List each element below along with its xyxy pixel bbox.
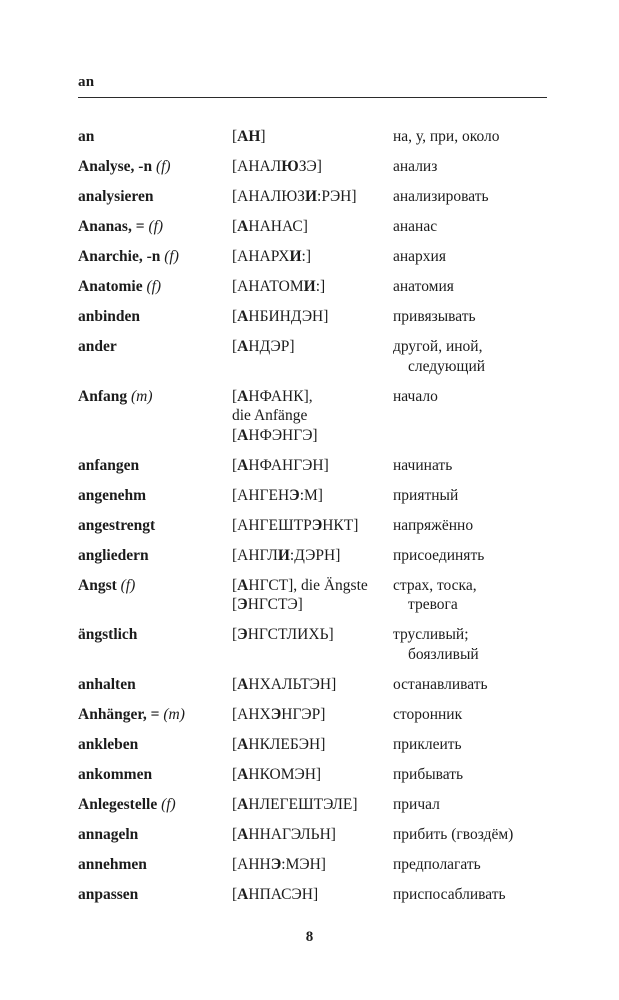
dictionary-entry xyxy=(78,247,547,267)
transcription-line xyxy=(232,825,387,845)
entry-transcription xyxy=(232,795,393,815)
transcription-text: [ xyxy=(232,218,238,235)
transcription-text: [АНГЕН xyxy=(232,486,290,504)
stressed-letter: А xyxy=(237,765,249,783)
entry-translation xyxy=(393,765,547,785)
transcription-line xyxy=(232,576,387,596)
transcription-line xyxy=(232,765,387,785)
transcription-line xyxy=(232,337,387,357)
entry-transcription xyxy=(232,307,393,327)
transcription-text: :] xyxy=(301,248,311,265)
entry-translation xyxy=(393,625,547,664)
entry-translation xyxy=(393,705,547,725)
transcription-text: [ xyxy=(232,675,238,693)
translation-line: напряжённо xyxy=(393,516,474,534)
dictionary-entry xyxy=(78,576,547,615)
stressed-letter: Э xyxy=(270,855,282,873)
entry-word: annageln xyxy=(78,825,139,843)
entry-translation xyxy=(393,516,547,536)
entry-word: angliedern xyxy=(78,546,149,564)
entry-word: ander xyxy=(78,338,117,355)
transcription-line xyxy=(232,625,387,645)
entry-translation xyxy=(393,486,547,506)
translation-line: боязливый xyxy=(408,645,479,663)
entry-transcription xyxy=(232,765,393,785)
entry-transcription xyxy=(232,337,393,376)
dictionary-entry xyxy=(78,187,547,207)
stressed-letter: Ю xyxy=(281,158,299,175)
entry-transcription xyxy=(232,625,393,664)
translation-line: трусливый; xyxy=(393,626,469,643)
transcription-text: ННАГЭЛЬН] xyxy=(248,825,336,843)
stressed-letter: АН xyxy=(237,128,261,145)
entry-translation xyxy=(393,456,547,476)
entry-transcription xyxy=(232,127,393,147)
stressed-letter: И xyxy=(277,546,290,564)
translation-line: начинать xyxy=(393,456,453,474)
page-number: 8 xyxy=(305,929,314,945)
dictionary-entry xyxy=(78,855,547,875)
transcription-text: [АНАТОМ xyxy=(232,278,304,295)
stressed-letter: И xyxy=(303,278,316,295)
transcription-text: НГЭР] xyxy=(281,705,326,723)
entry-word: annehmen xyxy=(78,855,147,873)
transcription-text: НКОМЭН] xyxy=(248,765,322,783)
transcription-text: НКЛЕБЭН] xyxy=(248,735,326,753)
transcription-line xyxy=(232,595,387,615)
transcription-text: [АНАЛЮЗ xyxy=(232,188,305,205)
transcription-text: [ xyxy=(232,626,238,643)
transcription-line xyxy=(232,735,387,755)
transcription-text: [ xyxy=(232,426,238,444)
transcription-text: [ xyxy=(232,765,238,783)
transcription-line xyxy=(232,217,387,237)
entry-gender: (f) xyxy=(116,576,136,594)
transcription-text: [ xyxy=(232,338,238,355)
transcription-text: [ xyxy=(232,576,238,594)
transcription-text: НБИНДЭН] xyxy=(248,308,329,325)
dictionary-entry xyxy=(78,825,547,845)
translation-line: тревога xyxy=(408,596,458,613)
transcription-line xyxy=(232,516,387,536)
transcription-text: НГСТ], die Ängste xyxy=(248,576,368,594)
transcription-text: [ xyxy=(232,825,238,843)
stressed-letter: А xyxy=(237,675,249,693)
transcription-text: НДЭР] xyxy=(248,338,295,355)
transcription-line xyxy=(232,855,387,875)
entry-translation xyxy=(393,576,547,615)
stressed-letter: Э xyxy=(270,705,282,723)
translation-line: приятный xyxy=(393,486,459,504)
translation-line: присоединять xyxy=(393,546,485,564)
stressed-letter: А xyxy=(237,825,249,843)
translation-line: анализ xyxy=(393,158,438,175)
entry-transcription xyxy=(232,247,393,267)
entry-word: anfangen xyxy=(78,456,140,474)
translation-line: прибить (гвоздём) xyxy=(393,825,514,843)
translation-line: предполагать xyxy=(393,855,481,873)
transcription-text: НФАНК], xyxy=(248,387,313,405)
dictionary-entry xyxy=(78,625,547,664)
translation-line: анархия xyxy=(393,248,446,265)
entry-translation xyxy=(393,885,547,905)
dictionary-entry xyxy=(78,885,547,905)
entry-word: Anhänger, = (m) xyxy=(78,705,185,723)
transcription-line xyxy=(232,426,387,446)
dictionary-entry xyxy=(78,516,547,536)
stressed-letter: И xyxy=(304,188,318,205)
entry-translation xyxy=(393,795,547,815)
translation-line: на, у, при, около xyxy=(393,128,500,145)
stressed-letter: Э xyxy=(237,596,248,613)
dictionary-entry xyxy=(78,675,547,695)
dictionary-entry xyxy=(78,486,547,506)
entry-transcription xyxy=(232,705,393,725)
entry-transcription xyxy=(232,675,393,695)
entry-translation xyxy=(393,187,547,207)
translation-line: следующий xyxy=(408,357,486,375)
transcription-text: НКТ] xyxy=(322,516,359,534)
transcription-text: [ xyxy=(232,795,238,813)
stressed-letter: А xyxy=(237,308,249,325)
stressed-letter: А xyxy=(237,426,249,444)
dictionary-entry xyxy=(78,546,547,566)
stressed-letter: А xyxy=(237,338,249,355)
translation-line: привязывать xyxy=(393,308,476,325)
entry-transcription xyxy=(232,187,393,207)
entry-word: ankleben xyxy=(78,735,139,753)
transcription-text: :ДЭРН] xyxy=(289,546,341,564)
stressed-letter: А xyxy=(237,387,249,405)
transcription-text: ЗЭ] xyxy=(298,158,322,175)
dictionary-entry xyxy=(78,217,547,237)
entry-transcription xyxy=(232,885,393,905)
transcription-line xyxy=(232,546,387,566)
translation-line: ананас xyxy=(393,218,438,235)
dictionary-entry xyxy=(78,705,547,725)
transcription-line xyxy=(232,247,387,267)
entry-transcription xyxy=(232,277,393,297)
dictionary-entry xyxy=(78,127,547,147)
entry-word: Anfang (m) xyxy=(78,387,153,405)
transcription-text: :РЭН] xyxy=(317,188,357,205)
entry-translation xyxy=(393,157,547,177)
translation-line: приклеить xyxy=(393,735,462,753)
transcription-text: :МЭН] xyxy=(281,855,326,873)
entry-word: anhalten xyxy=(78,675,136,693)
translation-line: останавливать xyxy=(393,675,488,693)
entry-word: ängstlich xyxy=(78,626,138,643)
transcription-line xyxy=(232,157,387,177)
stressed-letter: А xyxy=(237,576,249,594)
transcription-text: НФЭНГЭ] xyxy=(248,426,318,444)
entry-translation xyxy=(393,825,547,845)
entry-gender: (f) xyxy=(144,218,164,235)
entry-word: anbinden xyxy=(78,308,141,325)
transcription-text: [ xyxy=(232,885,238,903)
transcription-line xyxy=(232,277,387,297)
entry-translation xyxy=(393,127,547,147)
dictionary-entry xyxy=(78,765,547,785)
transcription-text: НФАНГЭН] xyxy=(248,456,329,474)
transcription-line xyxy=(232,307,387,327)
stressed-letter: А xyxy=(237,456,249,474)
stressed-letter: А xyxy=(237,218,249,235)
entry-gender: (f) xyxy=(152,158,171,175)
stressed-letter: И xyxy=(289,248,302,265)
entry-translation xyxy=(393,337,547,376)
entries-list xyxy=(78,127,547,904)
dictionary-entry xyxy=(78,157,547,177)
translation-line: причал xyxy=(393,795,440,813)
stressed-letter: Э xyxy=(289,486,300,504)
entry-word: ankommen xyxy=(78,765,153,783)
entry-translation xyxy=(393,675,547,695)
entry-transcription xyxy=(232,516,393,536)
transcription-text: [АНАЛ xyxy=(232,158,282,175)
transcription-line xyxy=(232,795,387,815)
transcription-text: :] xyxy=(315,278,326,295)
transcription-text: НАНАС] xyxy=(248,218,308,235)
transcription-line xyxy=(232,705,387,725)
transcription-line xyxy=(232,486,387,506)
entry-translation xyxy=(393,387,547,446)
entry-transcription xyxy=(232,546,393,566)
entry-transcription xyxy=(232,157,393,177)
translation-line: страх, тоска, xyxy=(393,576,477,594)
entry-word: angestrengt xyxy=(78,516,156,534)
entry-transcription xyxy=(232,217,393,237)
translation-line: анализировать xyxy=(393,188,489,205)
dictionary-entry xyxy=(78,277,547,297)
entry-gender: (m) xyxy=(159,705,185,723)
translation-line: прибывать xyxy=(393,765,464,783)
transcription-line xyxy=(232,456,387,476)
transcription-text: НЛЕГЕШТЭЛЕ] xyxy=(248,795,358,813)
dictionary-entry xyxy=(78,387,547,446)
entry-word: Ananas, = (f) xyxy=(78,218,164,235)
transcription-text: [АНХ xyxy=(232,705,271,723)
transcription-text: [ xyxy=(232,387,238,405)
entry-word: Anarchie, -n (f) xyxy=(78,248,179,265)
entry-gender: (f) xyxy=(160,248,179,265)
dictionary-entry xyxy=(78,307,547,327)
header-rule xyxy=(78,97,547,98)
dictionary-entry xyxy=(78,337,547,376)
entry-translation xyxy=(393,217,547,237)
transcription-text: ] xyxy=(260,128,266,145)
transcription-line xyxy=(232,187,387,207)
entry-word: Angst (f) xyxy=(78,576,136,594)
dictionary-entry xyxy=(78,735,547,755)
transcription-text: НГСТЛИХЬ] xyxy=(247,626,334,643)
transcription-text: [ xyxy=(232,456,238,474)
running-head: an xyxy=(78,74,95,90)
transcription-text: [ xyxy=(232,735,238,753)
entry-word: Analyse, -n (f) xyxy=(78,158,171,175)
transcription-text: [АНН xyxy=(232,855,271,873)
transcription-text: НГСТЭ] xyxy=(247,596,303,613)
entry-transcription xyxy=(232,735,393,755)
stressed-letter: Э xyxy=(311,516,323,534)
translation-line: сторонник xyxy=(393,705,463,723)
entry-transcription xyxy=(232,486,393,506)
dictionary-entry xyxy=(78,456,547,476)
entry-gender: (f) xyxy=(142,278,162,295)
transcription-text: НПАСЭН] xyxy=(248,885,319,903)
translation-line: начало xyxy=(393,387,438,405)
translation-line: другой, иной, xyxy=(393,338,483,355)
entry-translation xyxy=(393,546,547,566)
dictionary-entry xyxy=(78,795,547,815)
entry-word: anpassen xyxy=(78,885,139,903)
stressed-letter: Э xyxy=(237,626,248,643)
entry-gender: (m) xyxy=(127,387,153,405)
entry-word: analysieren xyxy=(78,188,154,205)
entry-transcription xyxy=(232,855,393,875)
entry-word: Anatomie (f) xyxy=(78,278,162,295)
entry-transcription xyxy=(232,387,393,446)
entry-word: Anlegestelle (f) xyxy=(78,795,176,813)
entry-translation xyxy=(393,735,547,755)
entry-translation xyxy=(393,247,547,267)
transcription-line xyxy=(232,675,387,695)
entry-translation xyxy=(393,855,547,875)
transcription-line xyxy=(232,885,387,905)
entry-word: angenehm xyxy=(78,486,147,504)
transcription-text: [ xyxy=(232,596,238,613)
transcription-text: [АНГЕШТР xyxy=(232,516,312,534)
entry-transcription xyxy=(232,576,393,615)
transcription-line xyxy=(232,387,387,407)
translation-line: анатомия xyxy=(393,278,454,295)
entry-word: an xyxy=(78,128,95,145)
entry-gender: (f) xyxy=(157,795,176,813)
transcription-text: НХАЛЬТЭН] xyxy=(248,675,337,693)
entry-transcription xyxy=(232,456,393,476)
transcription-text: :М] xyxy=(299,486,323,504)
stressed-letter: А xyxy=(237,795,249,813)
entry-translation xyxy=(393,277,547,297)
transcription-line xyxy=(232,127,387,147)
transcription-text: [АНГЛ xyxy=(232,546,278,564)
stressed-letter: А xyxy=(237,885,249,903)
transcription-text: [АНАРХ xyxy=(232,248,290,265)
stressed-letter: А xyxy=(237,735,249,753)
transcription-line xyxy=(232,406,387,426)
entry-translation xyxy=(393,307,547,327)
transcription-text: [ xyxy=(232,308,238,325)
transcription-text: [ xyxy=(232,128,238,145)
transcription-text: die Anfänge xyxy=(232,407,308,424)
entry-transcription xyxy=(232,825,393,845)
translation-line: приспосабливать xyxy=(393,885,506,903)
